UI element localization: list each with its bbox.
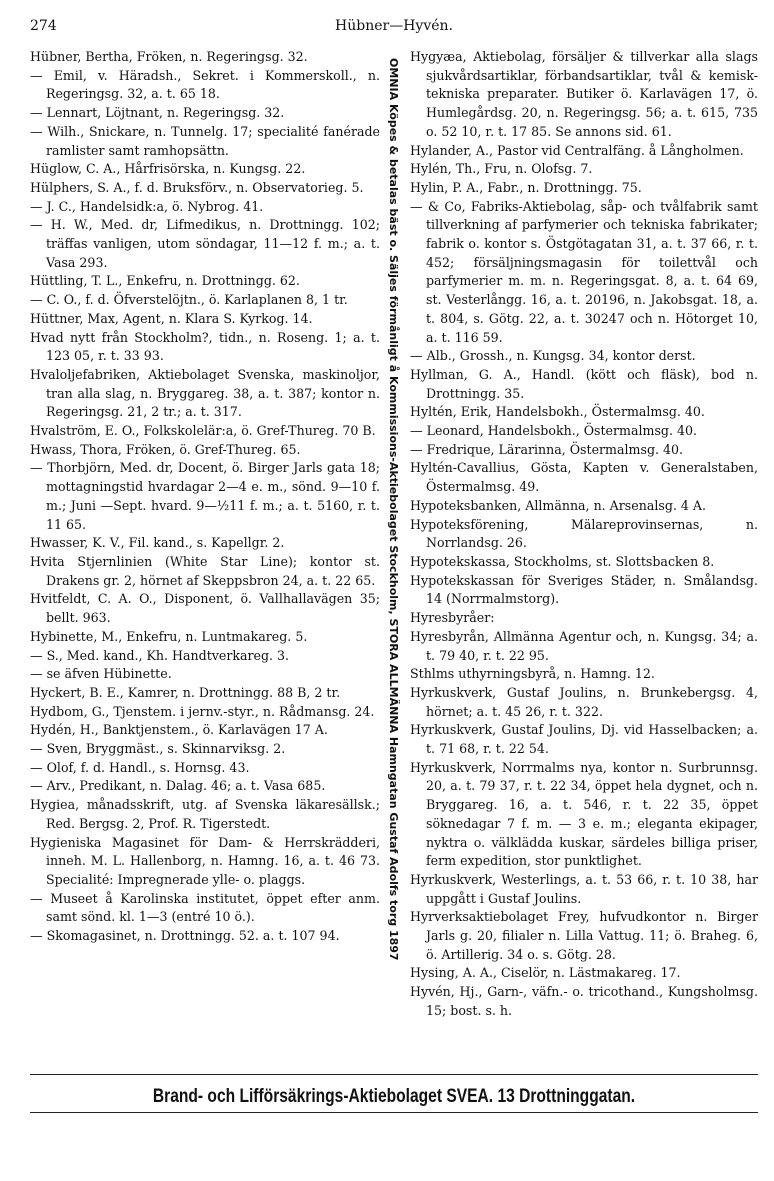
directory-entry: Hüglow, C. A., Hårfrisörska, n. Kungsg. 22. [30,161,306,177]
directory-entry: Hypoteksbanken, Allmänna, n. Arsenalsg. 4 A. [410,497,707,513]
directory-entry: Hyltén-Cavallius, Gösta, Kapten v. Generalstaben, Östermalmsg. 49. [410,460,758,495]
directory-entry: — J. C., Handelsidk:a, ö. Nybrog. 41. [30,198,264,214]
page-number: 274 [30,18,57,34]
directory-entry: Hypotekskassan för Sveriges Städer, n. Smålandsg. 14 (Norrmalmstorg). [410,572,758,607]
directory-entry: Hübner, Bertha, Fröken, n. Regeringsg. 32. [30,49,308,64]
page-header [30,18,758,38]
vertical-advertisement [383,58,405,961]
directory-entry: — Olof, f. d. Handl., s. Hornsg. 43. [30,759,250,775]
directory-entry: Hygiea, månadsskrift, utg. af Svenska läkaresällsk.; Red. Bergsg. 2, Prof. R. Tigerstedt. [30,797,380,831]
directory-entry: Hülphers, S. A., f. d. Bruksförv., n. Observatorieg. 5. [30,179,364,195]
directory-entry: — C. O., f. d. Öfverstelöjtn., ö. Karlaplanen 8, 1 tr. [30,292,348,308]
directory-entry: Hyckert, B. E., Kamrer, n. Drottningg. 88 B, 2 tr. [30,684,341,700]
directory-entry: — se äfven Hübinette. [30,666,172,682]
directory-entry: Hwass, Thora, Fröken, ö. Gref-Thureg. 65. [30,441,301,457]
left-column [30,48,380,946]
directory-entry: Hylin, P. A., Fabr., n. Drottningg. 75. [410,179,642,195]
page-title: Hübner—Hyvén. [335,18,453,34]
directory-entry: — Emil, v. Häradsh., Sekret. i Kommerskoll., n. Regeringsg. 32, a. t. 65 18. [30,67,380,102]
directory-entry: Hydén, H., Banktjenstem., ö. Karlavägen 17 A. [30,722,328,738]
directory-entry: Hygyæa, Aktiebolag, försäljer & tillverkar alla slags sjukvårdsartiklar, förbandsartiklar, tvål & kemisk-tekniska preparater. Butiker ö. Karlavägen 17, ö. Humlegårdsg. 20, n. Regeringsg. 56; a. t. 615, 735 o. 52 10, r. t. 17 85. Se annons sid. 61. [410,49,758,139]
directory-entry: Hvita Stjernlinien (White Star Line); kontor st. Drakens gr. 2, hörnet af Skeppsbron 24, a. t. 22 65. [30,553,380,588]
directory-entry: Hüttner, Max, Agent, n. Klara S. Kyrkog. 14. [30,310,313,326]
directory-entry: Hylén, Th., Fru, n. Olofsg. 7. [410,161,593,177]
right-column [410,48,758,1021]
directory-entry: Hyltén, Erik, Handelsbokh., Östermalmsg. 40. [410,404,705,420]
directory-entry: — Arv., Predikant, n. Dalag. 46; a. t. Vasa 685. [30,778,326,794]
directory-entry: Hyllman, G. A., Handl. (kött och fläsk), bod n. Drottningg. 35. [410,366,758,401]
directory-entry: — Leonard, Handelsbokh., Östermalmsg. 40. [410,423,698,439]
directory-entry: Hypotekskassa, Stockholms, st. Slottsbacken 8. [410,553,715,569]
directory-entry: Hvad nytt från Stockholm?, tidn., n. Roseng. 1; a. t. 123 05, r. t. 33 93. [30,329,380,364]
directory-entry: — & Co, Fabriks-Aktiebolag, såp- och tvålfabrik samt tillverkning af parfymerier och tekniska fabrikater; fabrik o. kontor s. Östgötagatan 31, a. t. 37 66, r. t. 452; försäljningsmagasin för toilettvål och parfymerier m. m. n. Regeringsgat. 8, a. t. 64 69, st. Vesterlångg. 16, a. t. 20196, n. Jakobsgat. 18, a. t. 804, s. Götg. 22, a. t. 30247 och n. Hötorget 10, a. t. 116 59. [410,198,758,345]
directory-entry: Hyrkuskverk, Gustaf Joulins, Dj. vid Hasselbacken; a. t. 71 68, r. t. 22 54. [410,722,758,757]
spine-text: OMNIA Köpes & betalas bäst o. Säljes förmånligt å Kommissions-Aktiebolaget Stockholm, STORA ALLMÄNNA Hamngatan Gustaf Adolfs torg 1897 [387,58,400,961]
directory-entry: Hyresbyrån, Allmänna Agentur och, n. Kungsg. 34; a. t. 79 40, r. t. 22 95. [410,628,758,663]
directory-entry: Hyrverksaktiebolaget Frey, hufvudkontor n. Birger Jarls g. 20, filialer n. Lilla Vattug. 11; ö. Braheg. 6, ö. Artillerig. 34 o. s. Götg. 28. [410,909,758,962]
directory-entry: — H. W., Med. dr, Lifmedikus, n. Drottningg. 102; träffas vanligen, utom söndagar, 11—12 f. m.; a. t. Vasa 293. [30,217,380,270]
directory-entry: Hypoteksförening, Mälareprovinsernas, n. Norrlandsg. 26. [410,516,758,551]
directory-entry: Hyvén, Hj., Garn-, väfn.- o. tricothand., Kungsholmsg. 15; bost. s. h. [410,984,758,1018]
directory-entry: — Skomagasinet, n. Drottningg. 52. a. t. 107 94. [30,928,340,944]
directory-entry: Hvalström, E. O., Folkskolelär:a, ö. Gref-Thureg. 70 B. [30,423,376,439]
directory-entry: — S., Med. kand., Kh. Handtverkareg. 3. [30,647,290,663]
directory-entry: Hwasser, K. V., Fil. kand., s. Kapellgr. 2. [30,535,285,551]
directory-entry: Hyrkuskverk, Norrmalms nya, kontor n. Surbrunnsg. 20, a. t. 79 37, r. t. 22 34, öppet hela dygnet, och n. Bryggareg. 16, a. t. 546, r. t. 22 35, öppet söknedagar 7 f. m. — 3 e. m.; eleganta ekipager, nyktra o. välklädda kuskar, särdeles billiga priser, ferm expedition, stor punktlighet. [410,759,758,869]
directory-entry: Hybinette, M., Enkefru, n. Luntmakareg. 5. [30,628,308,644]
directory-entry: — Lennart, Löjtnant, n. Regeringsg. 32. [30,105,285,121]
directory-entry: — Thorbjörn, Med. dr, Docent, ö. Birger Jarls gata 18; mottagningstid hvardagar 2—4 e. m., sönd. 9—10 f. m.; Juni —Sept. hvard. 9—½11 f. m.; a. t. 5160, r. t. 11 65. [30,460,380,532]
directory-entry: Hysing, A. A., Ciselör, n. Lästmakareg. 17. [410,965,681,981]
directory-entry: — Fredrique, Lärarinna, Östermalmsg. 40. [410,441,684,457]
directory-entry: — Wilh., Snickare, n. Tunnelg. 17; specialité fanérade ramlister samt ramhopsättn. [30,123,380,158]
directory-entry: — Museet å Karolinska institutet, öppet efter anm. samt sönd. kl. 1—3 (entré 10 ö.). [30,890,380,925]
divider-top [30,1074,758,1075]
footer-advertisement: Brand- och Lifförsäkrings-Aktiebolaget SVEA. 13 Drottninggatan. [152,1086,636,1107]
directory-entry: Hvitfeldt, C. A. O., Disponent, ö. Vallhallavägen 35; bellt. 963. [30,591,380,626]
directory-entry: Hygieniska Magasinet för Dam- & Herrskrädderi, inneh. M. L. Hallenborg, n. Hamng. 16, a. t. 46 73. Specialité: Impregnerade ylle- o. plaggs. [30,834,380,887]
directory-entry: Hyrkuskverk, Gustaf Joulins, n. Brunkebergsg. 4, hörnet; a. t. 45 26, r. t. 322. [410,684,758,719]
directory-entry: Hyrkuskverk, Westerlings, a. t. 53 66, r. t. 10 38, har uppgått i Gustaf Joulins. [410,871,758,906]
directory-entry: Hüttling, T. L., Enkefru, n. Drottningg. 62. [30,273,300,289]
directory-entry: Hydbom, G., Tjenstem. i jernv.-styr., n. Rådmansg. 24. [30,703,375,719]
directory-entry: Hvaloljefabriken, Aktiebolaget Svenska, maskinoljor, tran alla slag, n. Bryggareg. 38, a. t. 387; kontor n. Regeringsg. 21, 2 tr.; a. t. 317. [30,366,380,420]
directory-entry: — Alb., Grossh., n. Kungsg. 34, kontor derst. [410,348,696,364]
directory-entry: Hyresbyråer: [410,610,495,626]
directory-entry: — Sven, Bryggmäst., s. Skinnarviksg. 2. [30,741,286,757]
divider-bottom [30,1112,758,1113]
directory-entry: Sthlms uthyrningsbyrå, n. Hamng. 12. [410,666,655,682]
directory-entry: Hylander, A., Pastor vid Centralfäng. å Långholmen. [410,142,744,158]
